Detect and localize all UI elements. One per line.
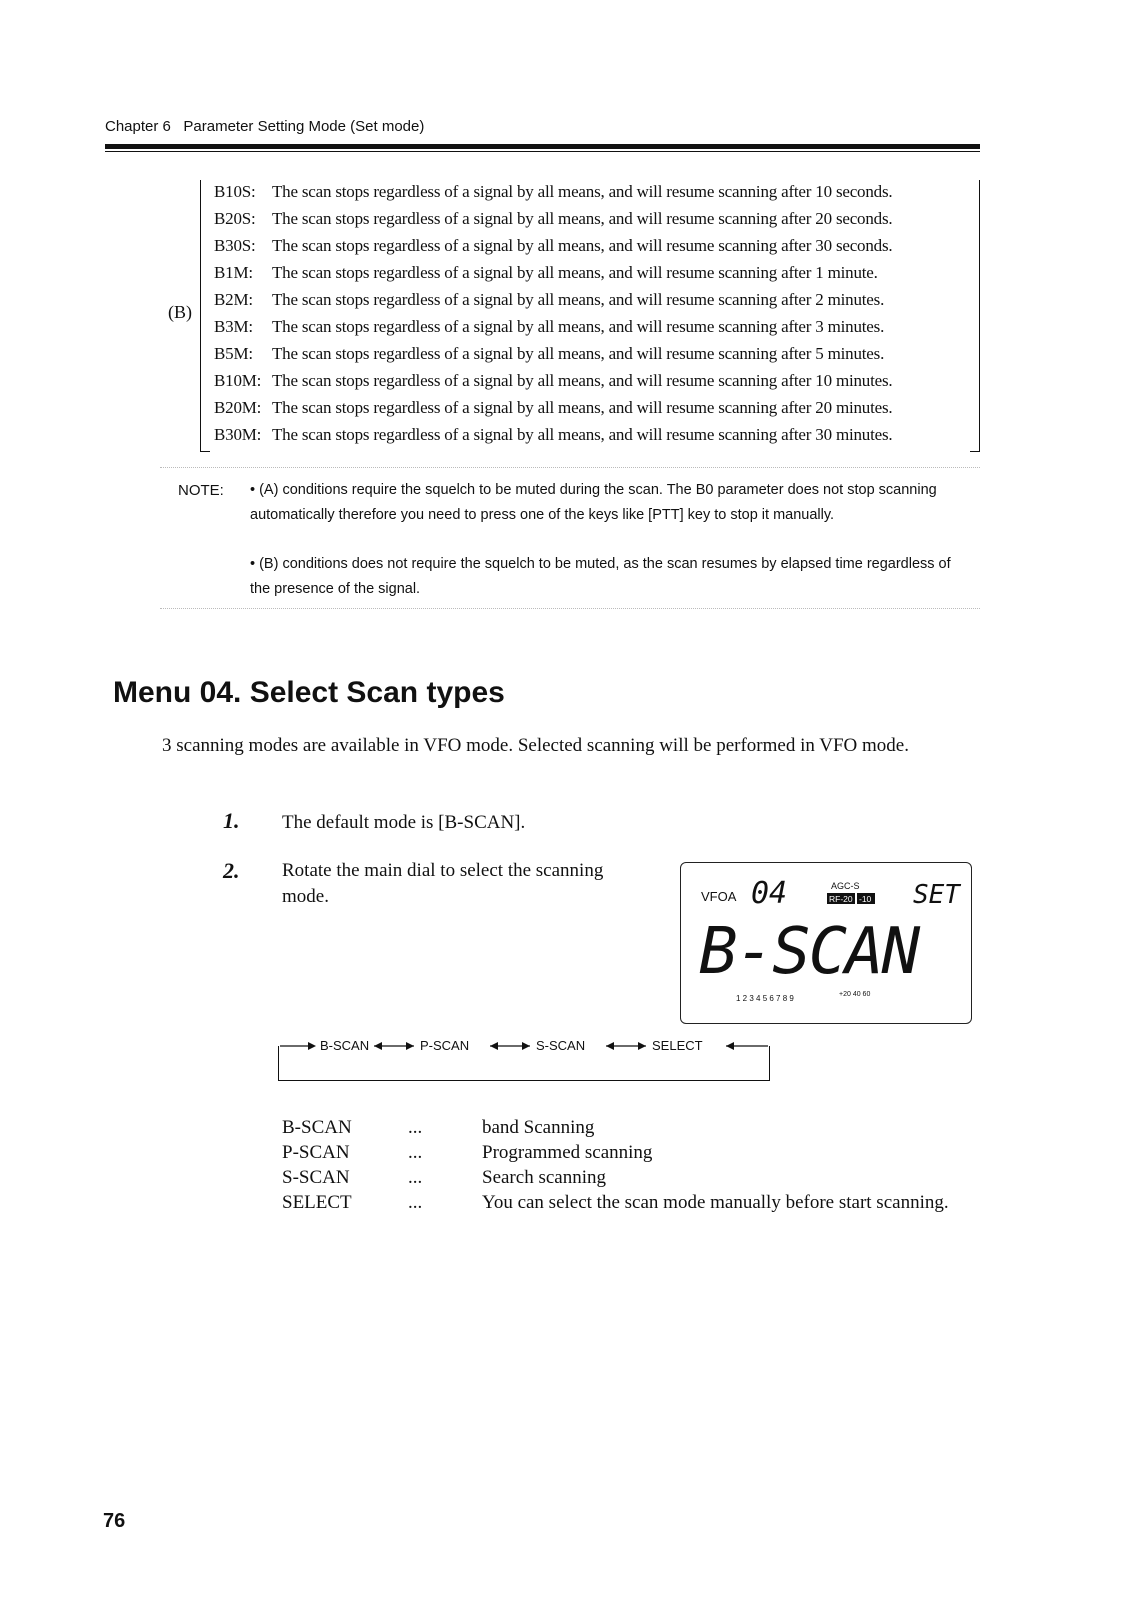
menu-intro: 3 scanning modes are available in VFO mode. Selected scanning will be performed in VFO mode. [162, 735, 909, 756]
cycle-item: P-SCAN [420, 1038, 470, 1053]
note-item: • (A) conditions require the squelch to be muted during the scan. The B0 parameter does not stop scanning automatically therefore you need to press one of the keys like [PTT] key to stop it manually. [250, 482, 937, 523]
lcd-agc: AGC-S [831, 881, 860, 891]
lcd-meter-plus: +20 40 60 [839, 991, 871, 998]
lcd-meter-scale: 1 2 3 4 5 6 7 8 9 [736, 994, 794, 1003]
b-conditions-group [200, 180, 980, 452]
running-header [105, 118, 424, 135]
lcd-rf: RF-20 [829, 894, 853, 904]
definition-dots: ... [408, 1142, 423, 1163]
scan-mode-cycle-diagram [278, 1038, 778, 1084]
b-condition-row: B5M: The scan stops regardless of a signal by all means, and will resume scanning after 5 minutes. [214, 344, 885, 363]
cycle-item: S-SCAN [536, 1038, 586, 1053]
cycle-item: SELECT [652, 1038, 703, 1053]
lcd-vfo: VFOA [701, 889, 737, 904]
b-condition-row: B1M: The scan stops regardless of a signal by all means, and will resume scanning after 1 minute. [214, 263, 878, 282]
definition-desc: Programmed scanning [482, 1142, 653, 1163]
lcd-att: -10 [859, 894, 872, 904]
definition-desc: Search scanning [482, 1167, 606, 1188]
lcd-display [680, 862, 972, 1024]
bracket-right-foot [970, 451, 980, 452]
header-section: Parameter Setting Mode (Set mode) [183, 118, 425, 135]
definition-dots: ... [408, 1117, 423, 1138]
note-label: NOTE: [178, 482, 224, 499]
b-condition-row: B30M: The scan stops regardless of a signal by all means, and will resume scanning after 30 minutes. [214, 425, 893, 444]
step-number: 2. [223, 858, 240, 883]
definition-term: B-SCAN [282, 1117, 352, 1138]
b-condition-row: B10S: The scan stops regardless of a signal by all means, and will resume scanning after 10 seconds. [214, 182, 893, 201]
bracket-left [200, 180, 201, 452]
b-condition-row: B2M: The scan stops regardless of a signal by all means, and will resume scanning after 2 minutes. [214, 290, 885, 309]
definition-term: S-SCAN [282, 1167, 350, 1188]
note-item: • (B) conditions does not require the squelch to be muted, as the scan resumes by elapsed time regardless of the presence of the signal. [250, 556, 951, 597]
page-number: 76 [103, 1510, 126, 1532]
definition-term: P-SCAN [282, 1142, 350, 1163]
lcd-set: SET [913, 880, 960, 910]
lcd-graphic [681, 863, 971, 1023]
step-number: 1. [223, 808, 240, 833]
header-chapter: Chapter 6 [105, 118, 171, 135]
lcd-menu-number: 04 [751, 876, 788, 911]
header-rule [105, 144, 980, 149]
definition-dots: ... [408, 1167, 423, 1188]
b-condition-row: B20M: The scan stops regardless of a signal by all means, and will resume scanning after 20 minutes. [214, 398, 893, 417]
b-condition-row: B3M: The scan stops regardless of a signal by all means, and will resume scanning after 3 minutes. [214, 317, 885, 336]
definition-desc: band Scanning [482, 1117, 595, 1138]
b-group-label: (B) [168, 302, 192, 322]
bracket-left-foot [200, 451, 210, 452]
definition-desc: You can select the scan mode manually before start scanning. [482, 1192, 949, 1213]
b-condition-row: B20S: The scan stops regardless of a signal by all means, and will resume scanning after 20 seconds. [214, 209, 893, 228]
b-condition-row: B30S: The scan stops regardless of a signal by all means, and will resume scanning after 30 seconds. [214, 236, 893, 255]
step-text: The default mode is [B-SCAN]. [282, 812, 526, 833]
lcd-main-text: B-SCAN [699, 915, 919, 989]
definition-dots: ... [408, 1192, 423, 1213]
header-rule-thin [105, 151, 980, 152]
menu-title: Menu 04. Select Scan types [113, 676, 505, 709]
cycle-item: B-SCAN [320, 1038, 370, 1053]
b-condition-row: B10M: The scan stops regardless of a signal by all means, and will resume scanning after 10 minutes. [214, 371, 893, 390]
bracket-right [979, 180, 980, 452]
step-text: Rotate the main dial to select the scanning mode. [282, 860, 604, 907]
definition-term: SELECT [282, 1192, 352, 1213]
